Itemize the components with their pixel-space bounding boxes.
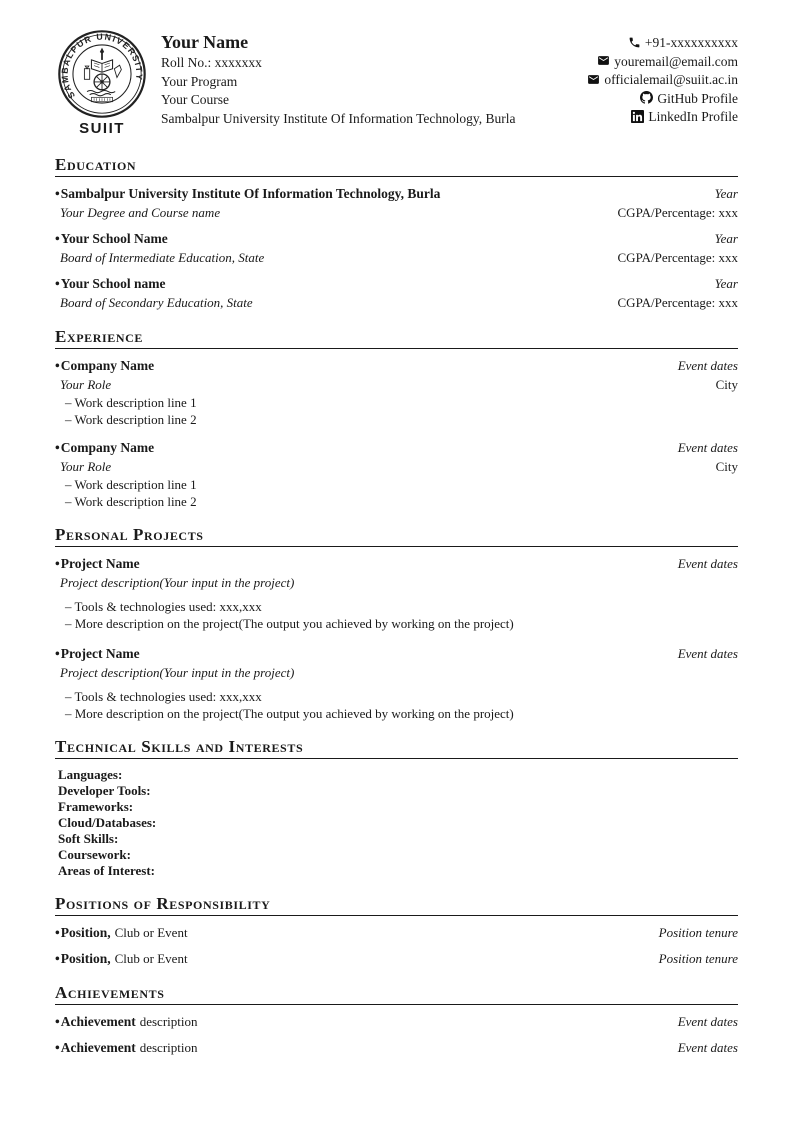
education-year: Year [714,231,738,246]
event-dates: Event dates [677,646,738,661]
position-club: Club or Event [114,925,188,940]
project-detail: – Tools & technologies used: xxx,xxx [65,599,738,616]
education-item [55,275,738,312]
skill-label: Languages: [58,767,123,782]
project-description: Project description(Your input in the project) [60,574,295,590]
education-year: Year [714,276,738,291]
board-name: Board of Secondary Education, State [60,294,253,310]
experience-item [55,439,738,510]
work-description-list [55,477,738,510]
course: Your Course [161,92,230,107]
seal-text: SAMBALPUR UNIVERSITY [59,31,145,101]
city: City [715,376,738,392]
university-seal-icon [58,30,146,118]
personal-email-text: youremail@email.com [614,53,738,69]
achievements-title: Achievements [55,983,738,1005]
section-positions [55,894,738,968]
program: Your Program [161,73,238,89]
github-icon [640,91,653,104]
education-title: Education [55,155,738,177]
degree-name: Your Degree and Course name [60,204,221,220]
experience-item [55,357,738,428]
event-dates: Event dates [677,440,738,455]
skill-label: Cloud/Databases: [58,815,157,830]
person-name: Your Name [161,32,249,52]
project-detail: – More description on the project(The output you achieved by working on the project) [65,616,738,633]
position-name: • Position, [55,925,111,940]
board-name: Board of Intermediate Education, State [60,249,265,265]
university-logo [55,30,149,137]
achievement-description: description [139,1039,198,1055]
education-item [55,185,738,222]
official-email-link[interactable] [587,71,738,90]
company-name: • Company Name [55,439,154,458]
position-item [55,924,738,943]
cgpa-value: CGPA/Percentage: xxx [617,249,738,265]
github-text: GitHub Profile [657,90,738,106]
event-dates: Event dates [677,358,738,373]
phone-icon [628,36,641,49]
school-name: • Your School name [55,275,166,294]
experience-title: Experience [55,327,738,349]
company-name: • Company Name [55,357,154,376]
linkedin-link[interactable] [587,108,738,127]
project-name: • Project Name [55,555,140,574]
education-item [55,230,738,267]
section-education [55,155,738,312]
skill-row [55,847,738,863]
institute-name: Sambalpur University Institute Of Information Technology, Burla [161,110,516,126]
event-dates: Event dates [677,1014,738,1029]
linkedin-icon [631,110,644,123]
phone-text: +91-xxxxxxxxxx [644,35,738,50]
project-name: • Project Name [55,645,140,664]
work-description-list [55,395,738,428]
project-detail-list [55,689,738,722]
achievement-name: • Achievement [55,1014,136,1029]
skill-row [55,815,738,831]
official-email-text: officialemail@suiit.ac.in [604,72,738,87]
position-tenure: Position tenure [658,925,738,940]
cgpa-value: CGPA/Percentage: xxx [617,204,738,220]
achievement-description: description [139,1014,198,1029]
positions-title: Positions of Responsibility [55,894,738,916]
logo-wordmark: SUIIT [79,120,125,137]
city: City [715,458,738,474]
event-dates: Event dates [677,1039,738,1055]
project-description: Project description(Your input in the project) [60,664,295,680]
school-name: • Sambalpur University Institute Of Information Technology, Burla [55,185,440,204]
skill-row [55,783,738,799]
skill-label: Areas of Interest: [58,863,155,878]
position-tenure: Position tenure [658,950,738,966]
position-name: • Position, [55,951,111,966]
section-skills [55,737,738,879]
project-item [55,555,738,632]
phone-link[interactable] [587,34,738,53]
section-achievements [55,983,738,1057]
skill-row [55,831,738,847]
section-projects [55,525,738,722]
work-description: – Work description line 1 [65,477,738,494]
work-description: – Work description line 2 [65,412,738,429]
skills-title: Technical Skills and Interests [55,737,738,759]
header [55,30,738,137]
event-dates: Event dates [677,556,738,571]
work-description: – Work description line 2 [65,494,738,511]
skill-label: Soft Skills: [58,831,119,846]
contact-block [587,30,738,127]
achievement-item [55,1039,738,1058]
role: Your Role [60,376,112,392]
github-link[interactable] [587,90,738,109]
skill-label: Coursework: [58,847,131,862]
position-club: Club or Event [114,950,188,966]
project-detail: – More description on the project(The output you achieved by working on the project) [65,706,738,723]
linkedin-text: LinkedIn Profile [648,109,738,124]
personal-email-link[interactable] [587,53,738,72]
section-experience [55,327,738,510]
education-year: Year [714,186,738,201]
skill-row [55,799,738,815]
skill-row [55,767,738,783]
position-item [55,950,738,969]
projects-title: Personal Projects [55,525,738,547]
skill-label: Frameworks: [58,799,134,814]
skill-label: Developer Tools: [58,783,151,798]
cgpa-value: CGPA/Percentage: xxx [617,294,738,310]
school-name: • Your School Name [55,230,168,249]
identity-block [161,30,587,128]
achievement-name: • Achievement [55,1040,136,1055]
skill-row [55,863,738,879]
achievement-item [55,1013,738,1032]
envelope-icon [587,73,600,86]
work-description: – Work description line 1 [65,395,738,412]
project-detail-list [55,599,738,632]
roll-number: Roll No.: xxxxxxx [161,55,262,70]
project-detail: – Tools & technologies used: xxx,xxx [65,689,738,706]
project-item [55,645,738,722]
role: Your Role [60,458,112,474]
envelope-icon [597,54,610,67]
